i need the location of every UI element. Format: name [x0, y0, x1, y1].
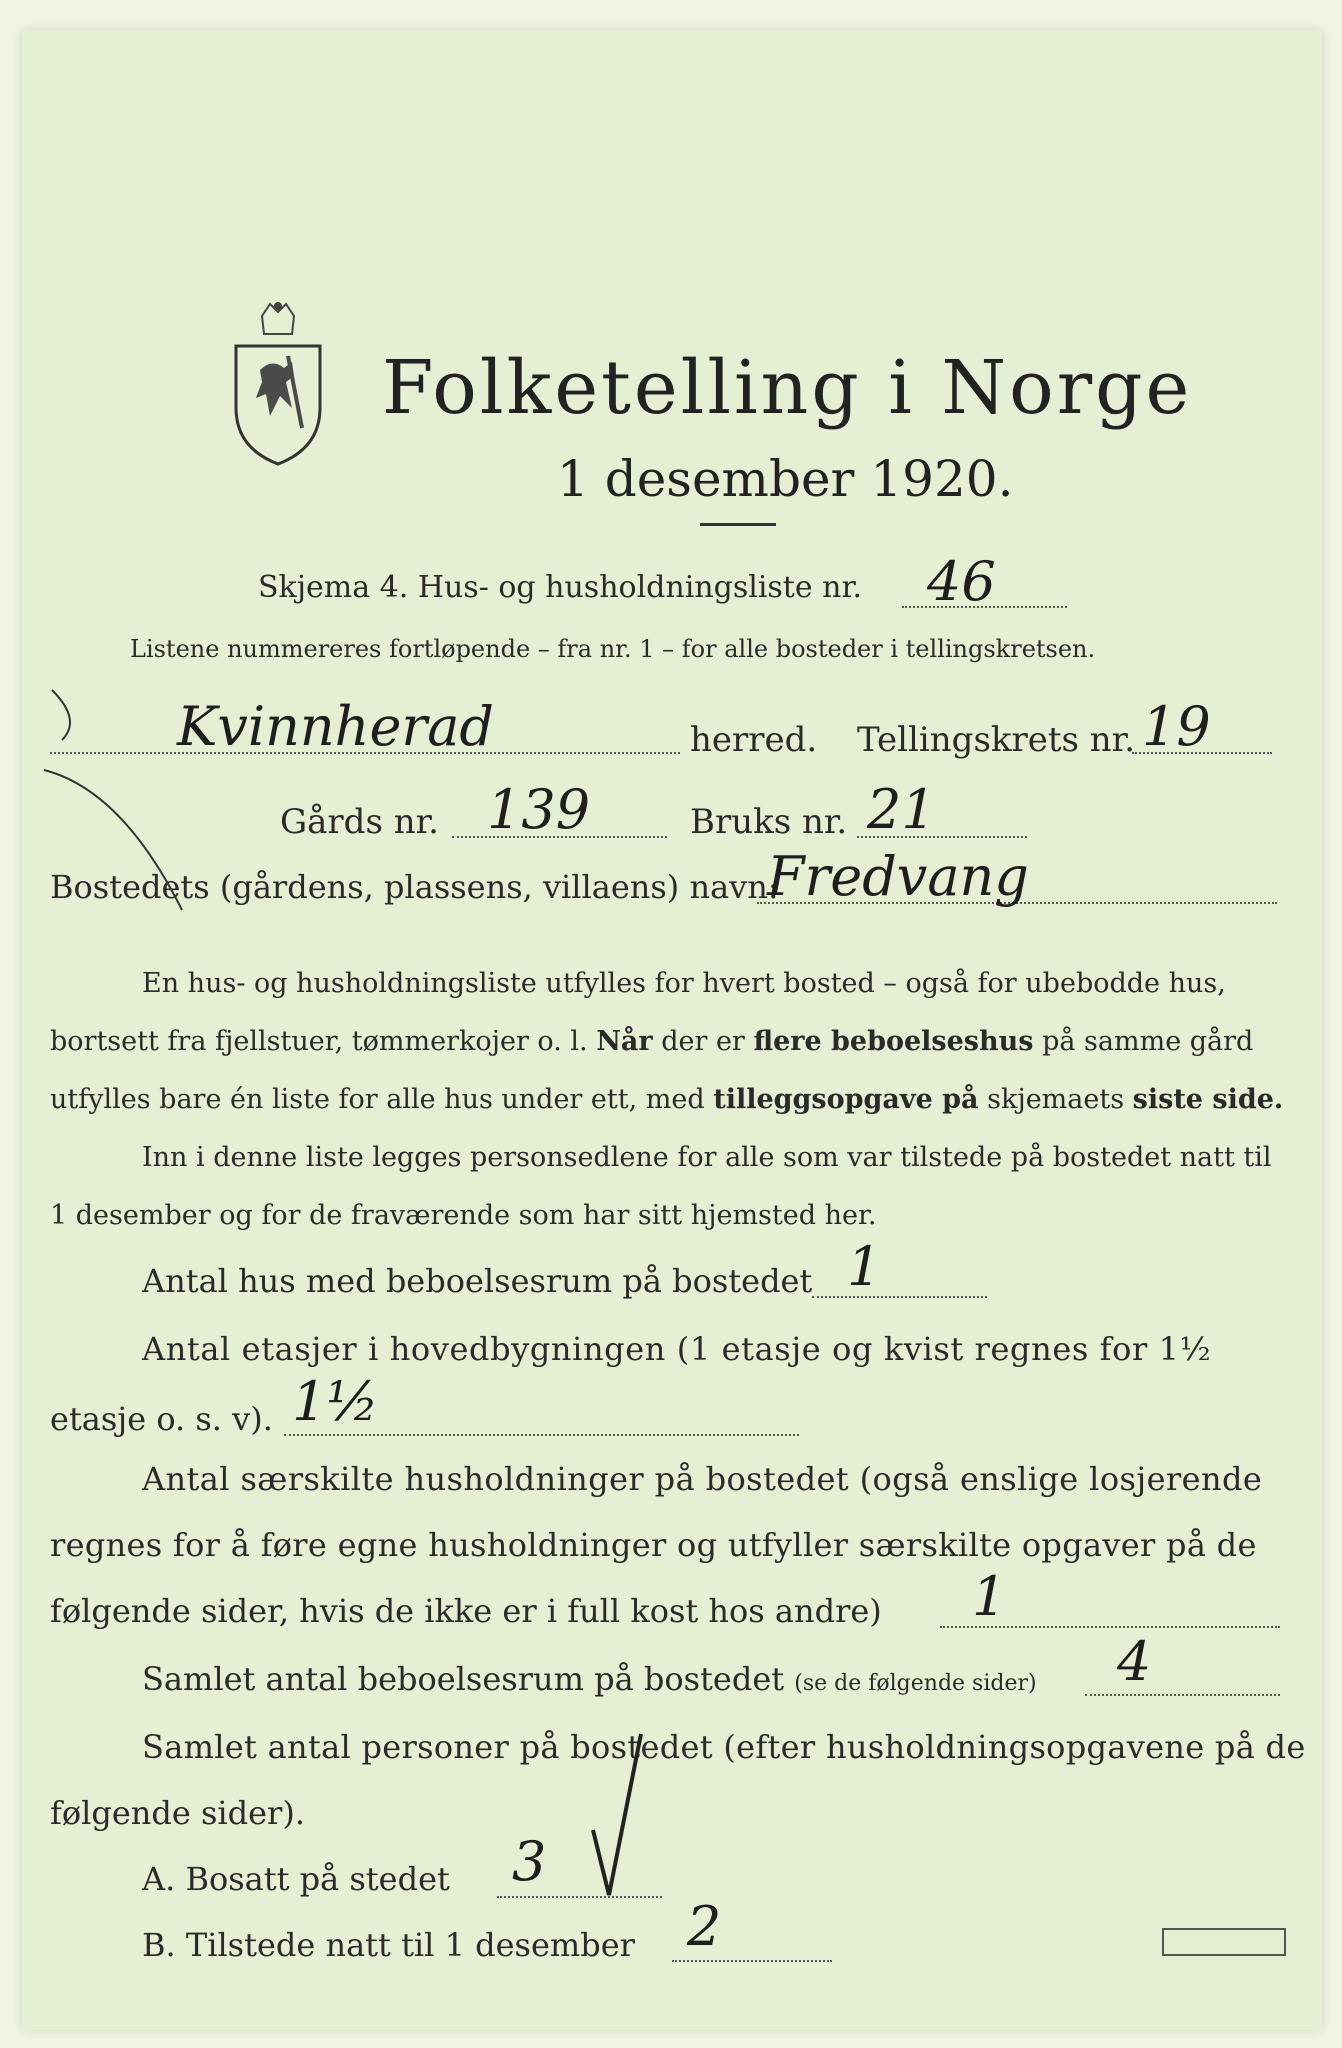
title-divider: [700, 523, 776, 526]
margin-pen-mark: [42, 680, 202, 924]
bosatt-label: A. Bosatt på stedet: [142, 1860, 450, 1898]
bosatt-value: 3: [512, 1830, 547, 1893]
personer-label-b: følgende sider).: [50, 1794, 305, 1832]
husholdninger-value: 1: [972, 1565, 1007, 1628]
bosted-label: Bostedets (gårdens, plassens, villaens) navn:: [50, 868, 779, 906]
numbering-note: Listene nummereres fortløpende – fra nr. 1 – for alle bosteder i tellingskretsen.: [130, 635, 1096, 663]
norwegian-coat-of-arms-icon: [222, 298, 334, 468]
husholdninger-label-b: regnes for å føre egne husholdninger og utfyller særskilte opgaver på de: [50, 1526, 1257, 1564]
etasjer-label-a: Antal etasjer i hovedbygningen (1 etasje og kvist regnes for 1½: [142, 1330, 1212, 1368]
hus-line: [812, 1296, 987, 1298]
schema-label: Skjema 4. Hus- og husholdningsliste nr.: [258, 570, 863, 605]
instructions-paragraph: [50, 955, 1290, 1245]
schema-number-value: 46: [927, 550, 996, 613]
etasjer-value: 1½: [292, 1370, 379, 1433]
bruks-value: 21: [867, 778, 936, 841]
instructions-line-4: Inn i denne liste legges personsedlene for alle som var tilstede på bostedet natt til: [142, 1142, 1272, 1173]
rum-label: Samlet antal beboelsesrum på bostedet (se de følgende sider): [142, 1660, 1037, 1698]
tilstede-label: B. Tilstede natt til 1 desember: [142, 1926, 635, 1964]
tellingskrets-value: 19: [1142, 695, 1211, 758]
husholdninger-label-a: Antal særskilte husholdninger på bostedet (også enslige losjerende: [142, 1460, 1263, 1498]
rum-value: 4: [1117, 1630, 1152, 1693]
hus-label: Antal hus med beboelsesrum på bostedet: [142, 1262, 813, 1300]
printer-stamp: [1162, 1928, 1286, 1956]
bruks-label: Bruks nr.: [690, 802, 848, 842]
instructions-line-3: utfylles bare én liste for alle hus under ett, med tilleggsopgave på skjemaets siste side.: [50, 1084, 1284, 1115]
etasjer-line: [284, 1434, 799, 1436]
tilstede-value: 2: [687, 1895, 722, 1958]
form-title: Folketelling i Norge: [382, 345, 1193, 431]
herred-value: Kvinnherad: [177, 695, 494, 758]
husholdninger-label-c: følgende sider, hvis de ikke er i full kost hos andre): [50, 1592, 882, 1630]
rum-line: [1085, 1694, 1280, 1696]
form-date: 1 desember 1920.: [557, 450, 1014, 508]
hus-value: 1: [847, 1235, 882, 1298]
instructions-line-1: En hus- og husholdningsliste utfylles for hvert bosted – også for ubebodde hus,: [142, 968, 1226, 999]
tilstede-line: [672, 1960, 832, 1962]
check-mark: [587, 1730, 647, 1904]
personer-label-a: Samlet antal personer på bostedet (efter husholdningsopgavene på de: [142, 1728, 1306, 1766]
instructions-line-2: bortsett fra fjellstuer, tømmerkojer o. l. Når der er flere beboelseshus på samme gård: [50, 1026, 1254, 1057]
gards-label: Gårds nr.: [280, 802, 439, 842]
etasjer-label-b: etasje o. s. v).: [50, 1400, 273, 1438]
census-form-page: [22, 30, 1322, 2030]
gards-value: 139: [487, 778, 591, 841]
tellingskrets-label: Tellingskrets nr.: [857, 720, 1136, 760]
bosted-value: Fredvang: [767, 845, 1029, 908]
instructions-line-5: 1 desember og for de fraværende som har sitt hjemsted her.: [50, 1200, 877, 1231]
herred-label: herred.: [690, 720, 818, 760]
